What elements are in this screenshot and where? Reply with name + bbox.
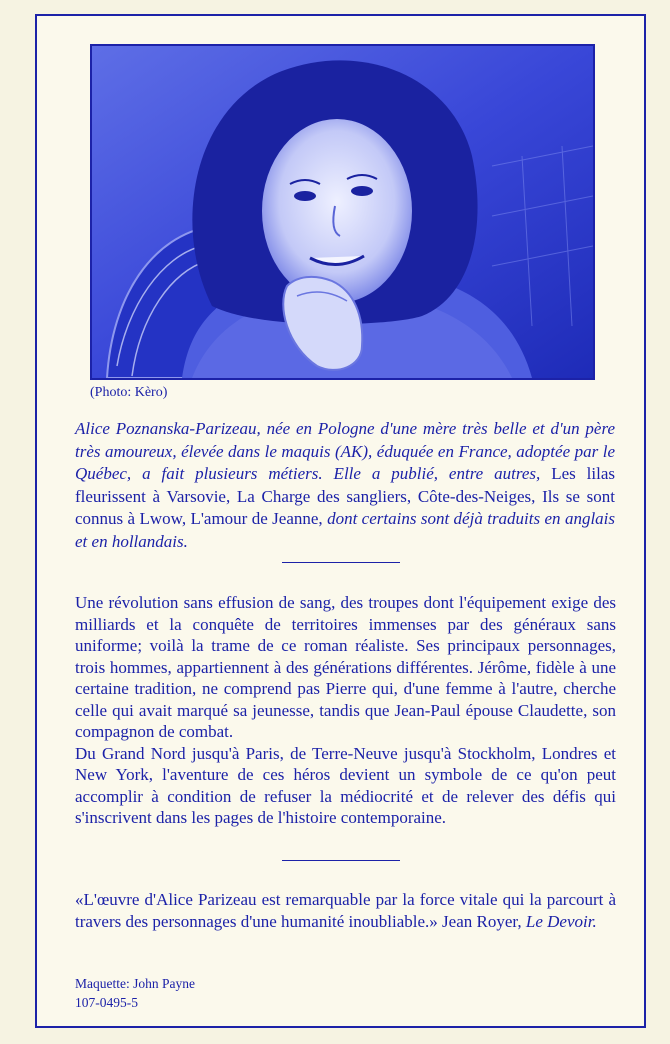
divider-rule [282,860,400,861]
quote-text: «L'œuvre d'Alice Parizeau est remarquable par la force vitale qui la parcourt à travers des personnages d'une humanité inoubliable.» Jean Royer, [75,890,616,931]
publication-credits [75,974,195,1012]
author-biography [75,418,615,553]
book-summary [75,592,616,829]
bio-titles: Les lilas fleurissent à Varsovie, La Charge des sangliers, Côte-des-Neiges, Ils se sont connus à Lwow, L'amour de Jeanne, [75,464,615,528]
summary-paragraph: Une révolution sans effusion de sang, des troupes dont l'équipement exige des milliards et la conquête de territoires immenses par des généraux sans uniforme; voilà la trame de ce roman réaliste. Ses principaux personnages, trois hommes, appartiennent à des générations différentes. Jérôme, fidèle à une certaine tradition, ne comprend pas Pierre qui, d'une femme à l'autre, cherche celle qui avait marqué sa jeunesse, tandis que Jean-Paul épouse Claudette, son compagnon de combat. [75,593,616,741]
catalog-number: 107-0495-5 [75,995,138,1010]
summary-paragraph: Du Grand Nord jusqu'à Paris, de Terre-Neuve jusqu'à Stockholm, Londres et New York, l'aventure de ces héros devient un symbole de ce qu'on peut accomplir à condition de refuser la médiocrité et de relever des défis qui s'inscrivent dans les pages de l'histoire contemporaine. [75,743,616,827]
bio-intro: Alice Poznanska-Parizeau, née en Pologne d'une mère très belle et d'un père très amoureux, élevée dans le maquis (AK), éduquée en France, adoptée par le Québec, a fait plusieurs métiers. Elle a publié, entre autres, [75,419,615,483]
photo-credit: (Photo: Kèro) [90,385,168,400]
back-cover-frame [35,14,646,1028]
quote-source: Le Devoir. [525,912,597,931]
bio-translations: dont certains sont déjà traduits en anglais et en hollandais. [75,509,616,551]
author-portrait-image [92,46,593,378]
press-quote [75,889,616,933]
author-photo [90,44,595,380]
divider-rule [282,562,400,563]
cover-design-credit: Maquette: John Payne [75,976,195,991]
